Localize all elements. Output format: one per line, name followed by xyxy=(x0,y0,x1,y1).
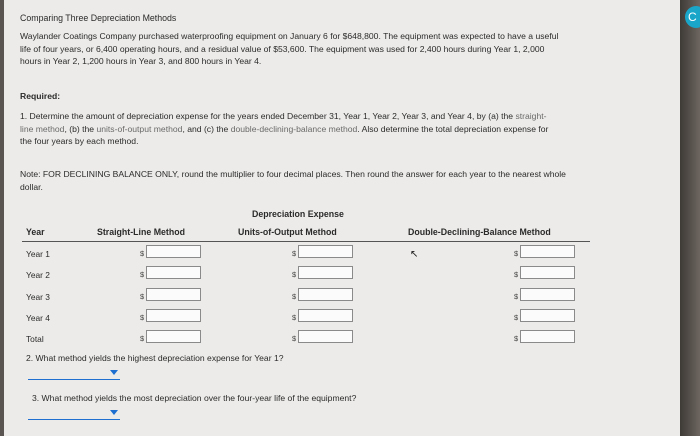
units-of-output-year-3-input[interactable] xyxy=(298,288,353,301)
straight-line-year-3-input[interactable] xyxy=(146,288,201,301)
ddb-year-1-input[interactable] xyxy=(520,245,575,258)
currency-sign: $ xyxy=(140,292,145,301)
currency-sign: $ xyxy=(514,292,519,301)
units-of-output-year-4-input[interactable] xyxy=(298,309,353,322)
table-group-header: Depreciation Expense xyxy=(252,209,344,219)
currency-sign: $ xyxy=(140,313,145,322)
question-3: 3. What method yields the most depreciation over the four-year life of the equipment? xyxy=(32,393,357,403)
row-label-year-2: Year 2 xyxy=(26,270,50,280)
row-label-year-1: Year 1 xyxy=(26,249,50,259)
problem-page xyxy=(4,0,680,436)
currency-sign: $ xyxy=(292,249,297,258)
problem-intro xyxy=(20,30,665,68)
page-title: Comparing Three Depreciation Methods xyxy=(20,13,177,23)
col-header-year: Year xyxy=(26,227,45,237)
intro-line: hours in Year 2, 1,200 hours in Year 3, and 800 hours in Year 4. xyxy=(20,56,262,66)
corner-app-icon[interactable]: C xyxy=(685,6,700,28)
units-of-output-year-2-input[interactable] xyxy=(298,266,353,279)
currency-sign: $ xyxy=(140,270,145,279)
dropdown-caret-icon xyxy=(110,410,118,415)
row-label-year-3: Year 3 xyxy=(26,292,50,302)
currency-sign: $ xyxy=(514,313,519,322)
intro-line: Waylander Coatings Company purchased waterproofing equipment on January 6 for $648,800. The equipment was expected to have a useful xyxy=(20,31,559,41)
ddb-total-input[interactable] xyxy=(520,330,575,343)
required-heading: Required: xyxy=(20,91,61,101)
currency-sign: $ xyxy=(514,334,519,343)
term-double-declining: double-declining-balance method xyxy=(230,123,358,134)
intro-line: life of four years, or 6,400 operating hours, and a residual value of $53,600. The equipment was used for 2,400 hours during Year 1, 2,000 xyxy=(20,43,545,54)
currency-sign: $ xyxy=(140,249,145,258)
term-units-of-output: units-of-output method xyxy=(96,123,183,134)
ddb-year-4-input[interactable] xyxy=(520,309,575,322)
currency-sign: $ xyxy=(292,313,297,322)
currency-sign: $ xyxy=(514,249,519,258)
ddb-year-3-input[interactable] xyxy=(520,288,575,301)
question-3-answer-dropdown[interactable] xyxy=(28,406,120,420)
currency-sign: $ xyxy=(514,270,519,279)
mouse-cursor-icon: ↖ xyxy=(410,249,419,260)
straight-line-year-4-input[interactable] xyxy=(146,309,201,322)
question-1: 1. Determine the amount of depreciation expense for the years ended December 31, Year 1, Year 2, Year 3, and Year 4, by (a) the straight- line method, (b) the units-of-output method, and (c) the double-declining-balance method. Also determine the total depreciation expense for the four years by each method. xyxy=(20,111,549,146)
currency-sign: $ xyxy=(140,334,145,343)
units-of-output-year-1-input[interactable] xyxy=(298,245,353,258)
question-2-answer-dropdown[interactable] xyxy=(28,366,120,380)
currency-sign: $ xyxy=(292,270,297,279)
col-header-straight-line: Straight-Line Method xyxy=(97,227,185,237)
ddb-year-2-input[interactable] xyxy=(520,266,575,279)
row-label-year-4: Year 4 xyxy=(26,313,50,323)
currency-sign: $ xyxy=(292,292,297,301)
term-straight-line: line method xyxy=(20,123,65,134)
term-straight-line: straight- xyxy=(515,111,547,121)
units-of-output-total-input[interactable] xyxy=(298,330,353,343)
straight-line-year-2-input[interactable] xyxy=(146,266,201,279)
window-edge xyxy=(680,0,700,436)
col-header-ddb: Double-Declining-Balance Method xyxy=(408,227,551,237)
row-label-total: Total xyxy=(26,334,44,344)
rounding-note: Note: FOR DECLINING BALANCE ONLY, round the multiplier to four decimal places. Then round the answer for each year to the nearest whole dollar. xyxy=(20,169,566,192)
straight-line-year-1-input[interactable] xyxy=(146,245,201,258)
straight-line-total-input[interactable] xyxy=(146,330,201,343)
col-header-units-of-output: Units-of-Output Method xyxy=(238,227,337,237)
question-2: 2. What method yields the highest depreciation expense for Year 1? xyxy=(26,353,284,363)
header-divider xyxy=(22,241,590,242)
dropdown-caret-icon xyxy=(110,370,118,375)
currency-sign: $ xyxy=(292,334,297,343)
